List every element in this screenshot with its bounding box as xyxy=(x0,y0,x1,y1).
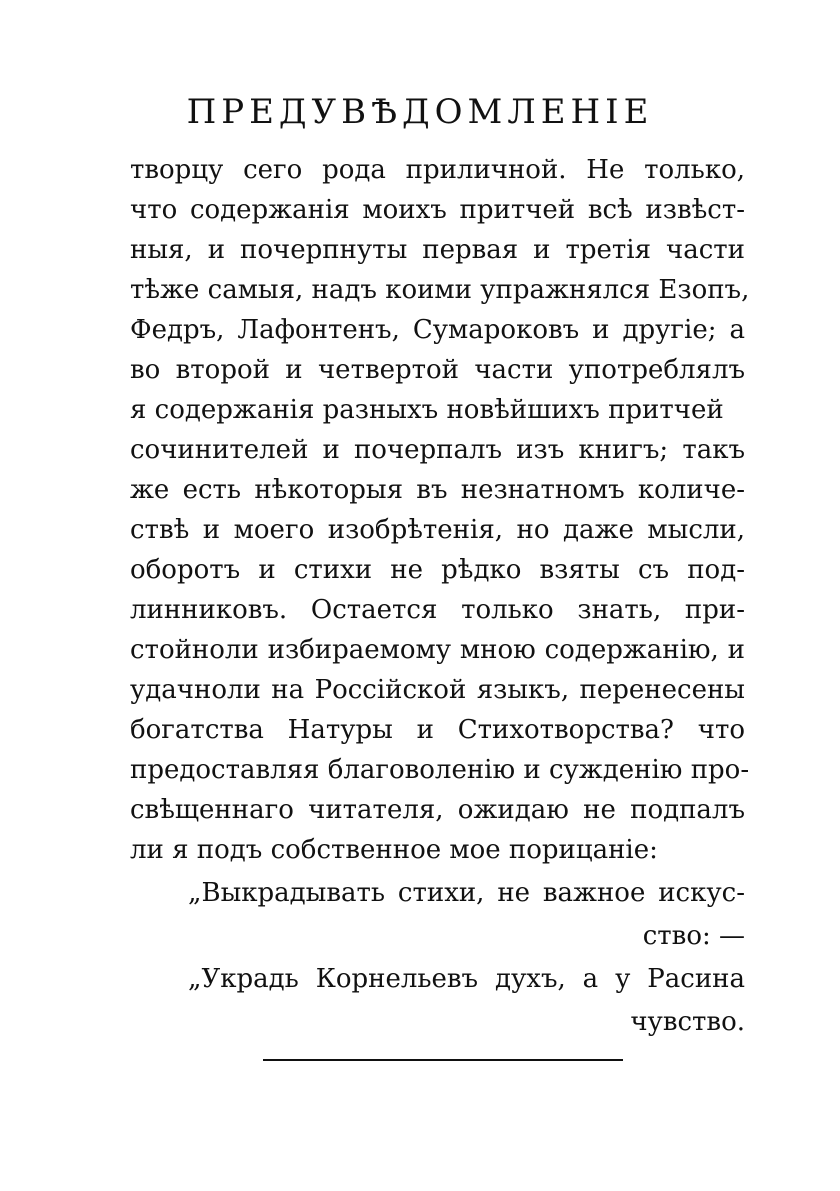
text-line: во второй и четвертой части употреблялъ xyxy=(130,355,745,385)
text-line: стойноли избираемому мною содержанію, и xyxy=(130,635,745,665)
text-line: удачноли на Россійской языкъ, перенесены xyxy=(130,675,745,705)
text-line: предоставляя благоволенію и сужденію про- xyxy=(130,755,750,785)
text-line: линниковъ. Остается только знать, при- xyxy=(130,595,745,625)
verse-line: „Украдь Корнельевъ духъ, а у Расина xyxy=(188,964,745,994)
text-line: сочинителей и почерпалъ изъ книгъ; такъ xyxy=(130,435,745,465)
text-line: ныя, и почерпнуты первая и третія части xyxy=(130,235,745,265)
verse-line: чувство. xyxy=(630,1007,745,1037)
text-line: богатства Натуры и Стихотворства? что xyxy=(130,715,745,745)
text-line: творцу сего рода приличной. Не только, xyxy=(130,155,745,185)
text-line: ли я подъ собственное мое порицаніе: xyxy=(130,835,658,865)
text-line: я содержанія разныхъ новѣйшихъ притчей xyxy=(130,395,724,425)
closing-rule xyxy=(263,1059,623,1061)
text-line: свѣщеннаго читателя, ожидаю не подпалъ xyxy=(130,795,745,825)
text-line: что содержанія моихъ притчей всѣ извѣст- xyxy=(130,195,745,225)
text-line: ствѣ и моего изобрѣтенія, но даже мысли, xyxy=(130,515,745,545)
verse-line: ство: — xyxy=(642,921,745,951)
running-head: ПРЕДУВѢДОМЛЕНІЕ xyxy=(186,92,654,132)
text-line: же есть нѣкоторыя въ незнатномъ количе- xyxy=(130,475,745,505)
text-line: оборотъ и стихи не рѣдко взяты съ под- xyxy=(130,555,745,585)
text-line: Федръ, Лафонтенъ, Сумароковъ и другіе; а xyxy=(130,315,745,345)
verse-line: „Выкрадывать стихи, не важное искус- xyxy=(188,878,745,908)
text-line: тѣже самыя, надъ коими упражнялся Езопъ, xyxy=(130,275,750,305)
